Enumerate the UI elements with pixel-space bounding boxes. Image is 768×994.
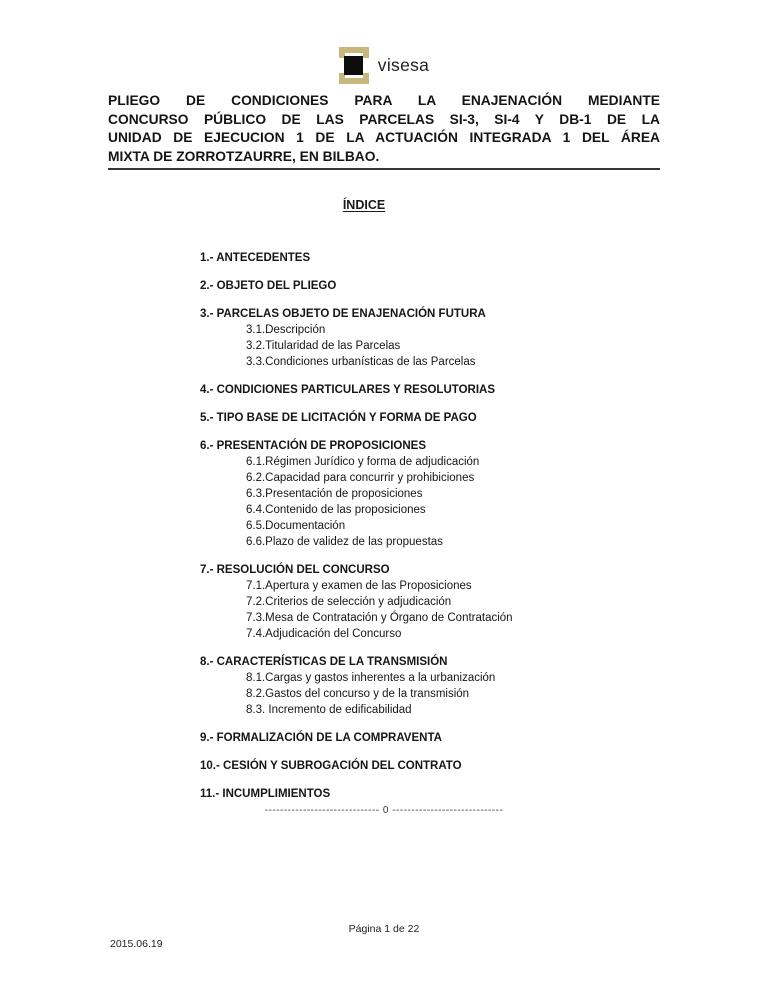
index-heading-text: ÍNDICE [342,198,386,212]
index-section-label: 7.- RESOLUCIÓN DEL CONCURSO [200,564,390,576]
index-section-label: 8.- CARACTERÍSTICAS DE LA TRANSMISIÓN [200,656,448,668]
index-subitem: 6.2.Capacidad para concurrir y prohibiciones [246,472,475,484]
index-subitem: 3.2.Titularidad de las Parcelas [246,340,401,352]
title-line-3: UNIDAD DE EJECUCION 1 DE LA ACTUACIÓN INTEGRADA 1 DEL ÁREA [108,130,660,145]
index-subitem: 3.3.Condiciones urbanísticas de las Parcelas [246,356,476,368]
index-section-10 [200,758,640,774]
index-section-2 [200,278,640,294]
index-section-label: 3.- PARCELAS OBJETO DE ENAJENACIÓN FUTURA [200,308,486,320]
index-section-11 [200,786,640,802]
index-subitem: 6.6.Plazo de validez de las propuestas [246,536,443,548]
index-section-label: 5.- TIPO BASE DE LICITACIÓN Y FORMA DE PAGO [200,412,477,424]
index-subitem: 6.4.Contenido de las proposiciones [246,504,426,516]
index-subitem: 6.3.Presentación de proposiciones [246,488,423,500]
index-subitem: 8.2.Gastos del concurso y de la transmisión [246,688,470,700]
index-section-6 [200,438,640,550]
index-section-1 [200,250,640,266]
index-section-label: 4.- CONDICIONES PARTICULARES Y RESOLUTORIAS [200,384,495,396]
index-subitem: 6.5.Documentación [246,520,346,532]
index-heading [108,198,660,212]
brand-text: visesa [377,54,430,75]
index-subitem: 8.1.Cargas y gastos inherentes a la urbanización [246,672,496,684]
index-subitem: 6.1.Régimen Jurídico y forma de adjudicación [246,456,480,468]
index-section-9 [200,730,640,746]
title-line-1: PLIEGO DE CONDICIONES PARA LA ENAJENACIÓN MEDIANTE [108,93,660,108]
document-title [108,92,660,170]
index-section-label: 11.- INCUMPLIMIENTOS [200,788,331,800]
index-subitem: 7.3.Mesa de Contratación y Órgano de Contratación [246,612,513,624]
index-subitem: 8.3. Incremento de edificabilidad [246,704,412,716]
logo-bracket-bottom-right [363,73,369,84]
page-number: Página 1 de 22 [348,923,420,935]
index-section-3 [200,306,640,370]
index-section-label: 6.- PRESENTACIÓN DE PROPOSICIONES [200,440,426,452]
date-stamp: 2015.06.19 [110,938,163,950]
index-section-4 [200,382,640,398]
logo-black-square [344,56,363,75]
title-line-4: MIXTA DE ZORROTZAURRE, EN BILBAO. [108,148,380,164]
index-subitem: 7.4.Adjudicación del Concurso [246,628,402,640]
index-section-label: 2.- OBJETO DEL PLIEGO [200,280,337,292]
visesa-logo [0,45,768,85]
index-section-label: 1.- ANTECEDENTES [200,252,311,264]
index-section-5 [200,410,640,426]
index-section-label: 9.- FORMALIZACIÓN DE LA COMPRAVENTA [200,732,442,744]
index-section-8 [200,654,640,718]
index-subitem: 7.1.Apertura y examen de las Proposiciones [246,580,472,592]
index-subitem: 7.2.Criterios de selección y adjudicación [246,596,452,608]
index-section-7 [200,562,640,642]
index-section-label: 10.- CESIÓN Y SUBROGACIÓN DEL CONTRATO [200,760,462,772]
section-separator: ------------------------------ 0 ----------------------------- [264,805,504,816]
index-subitem: 3.1.Descripción [246,324,326,336]
visesa-logo-mark-icon [339,47,369,84]
logo-bracket-top-right [363,47,369,58]
title-line-2: CONCURSO PÚBLICO DE LAS PARCELAS SI-3, SI-4 Y DB-1 DE LA [108,111,660,127]
index-list [200,250,640,814]
